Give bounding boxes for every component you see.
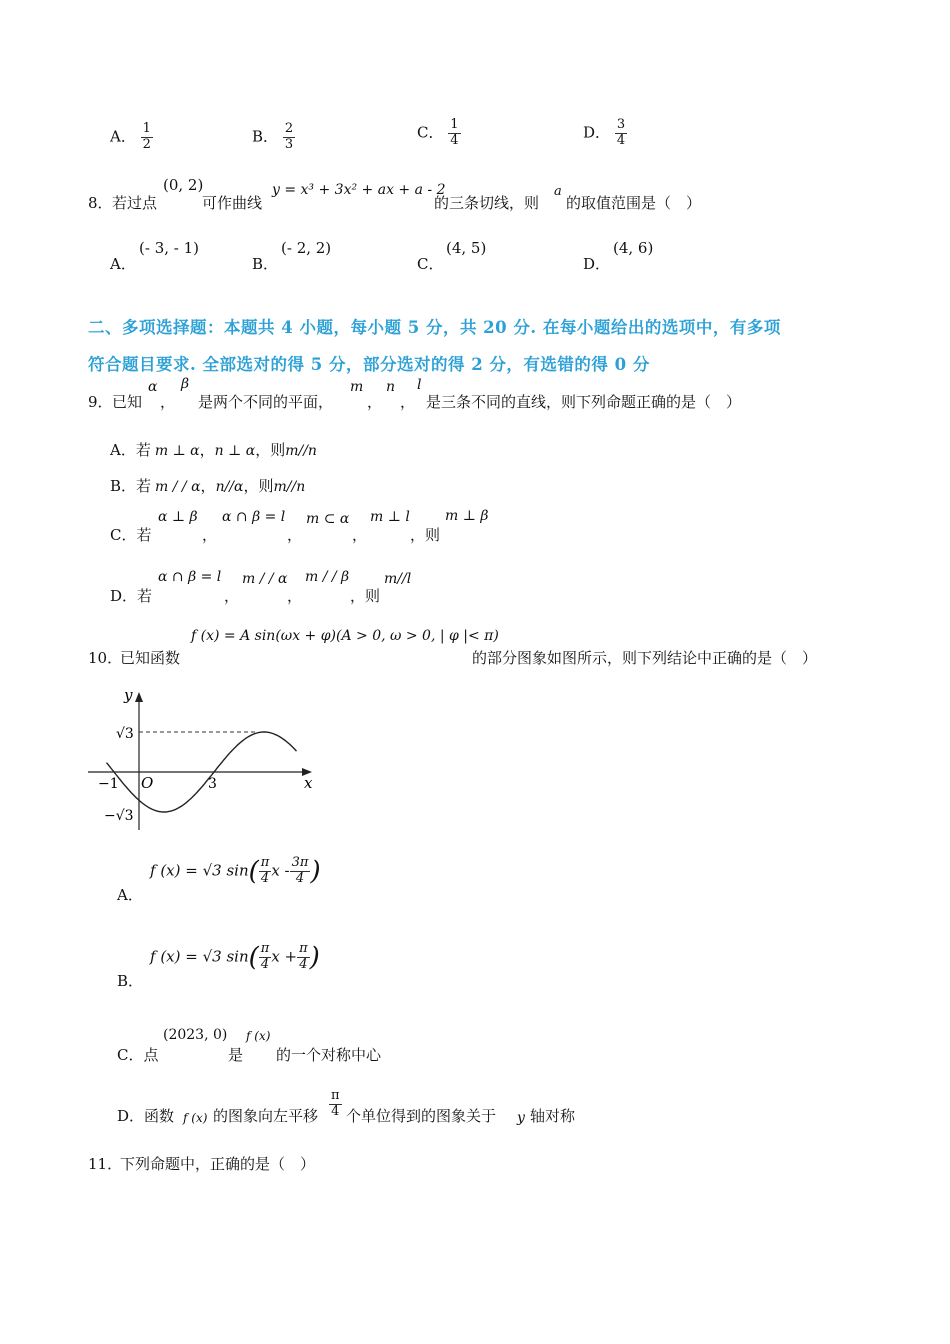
- q10-sine-graph: [86, 684, 322, 834]
- paren: (: [248, 856, 259, 887]
- q9-alpha: α: [148, 379, 158, 395]
- q8-point: (0, 2): [163, 176, 204, 194]
- fraction: [283, 122, 295, 153]
- q8-text-3: 的三条切线，则: [434, 194, 540, 212]
- q10-option-a-label[interactable]: A．: [117, 886, 143, 904]
- option-label: D．: [583, 123, 611, 142]
- q7-option-c[interactable]: [417, 118, 461, 149]
- q10-option-d-label[interactable]: D．函数: [117, 1107, 175, 1125]
- q10-option-c-is: 是: [228, 1046, 244, 1064]
- fraction: [259, 856, 272, 887]
- q9-option-d-cond2: m / / α: [242, 571, 288, 587]
- q9-option-c-cond4: m ⊥ l: [370, 509, 410, 525]
- q10-number: 10．: [88, 649, 123, 667]
- fraction: [290, 856, 311, 887]
- q10-option-d-fraction: [329, 1089, 342, 1120]
- comma: ，: [287, 526, 303, 544]
- q9-option-c-result: m ⊥ β: [445, 508, 489, 524]
- x-axis-label: x: [304, 774, 313, 792]
- q9-option-d-result: m//l: [384, 571, 412, 587]
- q10-option-c-point: (2023, 0): [163, 1027, 228, 1043]
- q9-text-2: 是两个不同的平面，: [198, 393, 334, 411]
- fraction: [259, 942, 272, 973]
- origin-label: O: [141, 774, 154, 792]
- q10-option-d-text-2: 个单位得到的图象关于: [346, 1107, 497, 1125]
- fraction-num: 1: [142, 121, 151, 136]
- q8-option-a-value: (- 3, - 1): [139, 239, 199, 257]
- fraction-num: π: [331, 1088, 340, 1103]
- fraction-den: 4: [616, 132, 626, 148]
- q9-option-d-cond1: α ∩ β = l: [158, 569, 222, 585]
- q10-option-d-fx: f (x): [183, 1111, 208, 1125]
- fraction-den: 3: [284, 136, 294, 152]
- fraction: [615, 118, 627, 149]
- q9-number: 9．: [88, 393, 113, 411]
- q9-text-3: 是三条不同的直线，则下列命题正确的是（ ）: [426, 393, 742, 411]
- fraction-num: 1: [450, 117, 459, 132]
- formula-mid: x +: [271, 947, 298, 966]
- paren: ): [310, 856, 321, 887]
- q8-text-2: 可作曲线: [202, 194, 263, 212]
- q8-number: 8．: [88, 194, 113, 212]
- q9-option-c-cond2: α ∩ β = l: [222, 509, 286, 525]
- fraction-den: 4: [260, 870, 270, 886]
- option-label: B．若: [110, 477, 152, 495]
- q9-option-d-cond3: m / / β: [305, 569, 350, 585]
- q8-var-a: a: [554, 184, 562, 199]
- q9-option-d-then: ，则: [350, 587, 381, 605]
- q9-comma: ，: [400, 393, 416, 411]
- fraction: [329, 1089, 342, 1120]
- q9-option-c-cond3: m ⊂ α: [306, 511, 350, 527]
- condition: n ⊥ α: [214, 443, 256, 459]
- q10-option-b-formula: [150, 942, 320, 973]
- q11-text: 下列命题中，正确的是（ ）: [120, 1155, 316, 1173]
- fraction-den: 4: [295, 870, 305, 886]
- q11-number: 11．: [88, 1155, 123, 1173]
- q10-option-c-fx: f (x): [246, 1029, 271, 1043]
- result: m//n: [285, 443, 317, 459]
- option-label: A．若: [110, 441, 151, 459]
- q9-n: n: [386, 379, 396, 395]
- condition: n//α: [215, 479, 244, 495]
- q8-text-1: 若过点: [112, 194, 158, 212]
- x-tick-pos-label: 3: [208, 776, 217, 792]
- q10-option-b-label[interactable]: B．: [117, 972, 144, 990]
- fraction-den: 4: [331, 1103, 340, 1119]
- formula-lhs: f (x) = √3 sin: [150, 861, 249, 880]
- y-max-label: √3: [116, 726, 134, 742]
- fraction-den: 2: [142, 136, 151, 152]
- q8-option-b-label[interactable]: B．: [252, 255, 279, 273]
- q9-m: m: [350, 379, 364, 395]
- fraction-num: 3: [616, 117, 626, 132]
- q9-option-c-then: ，则: [410, 526, 441, 544]
- q8-text-4: 的取值范围是（ ）: [566, 194, 702, 212]
- q9-text-1: 已知: [112, 393, 143, 411]
- y-axis-label: y: [124, 686, 133, 704]
- q10-function: f (x) = A sin(ωx + φ)(A > 0, ω > 0, | φ |< π): [191, 628, 499, 644]
- q10-option-d-y: y: [517, 1110, 525, 1126]
- q7-option-a[interactable]: [110, 122, 153, 153]
- then-text: ，则: [243, 477, 274, 495]
- fraction-den: 4: [260, 956, 270, 972]
- q10-option-c-label[interactable]: C．点: [117, 1046, 159, 1064]
- fraction-num: π: [260, 941, 270, 956]
- fraction: [297, 942, 310, 973]
- formula-mid: x -: [271, 861, 290, 880]
- comma: ，: [224, 587, 240, 605]
- q8-option-d-label[interactable]: D．: [583, 255, 611, 273]
- q8-option-c-value: (4, 5): [446, 239, 487, 257]
- fraction-num: 2: [284, 121, 294, 136]
- q7-option-d[interactable]: [583, 118, 627, 149]
- paren: (: [248, 942, 259, 973]
- q9-option-b[interactable]: [110, 475, 305, 496]
- q9-option-c-label[interactable]: C．若: [110, 526, 152, 544]
- q8-curve: y = x³ + 3x² + ax + a - 2: [272, 182, 446, 198]
- fraction-num: π: [260, 855, 270, 870]
- fraction: [448, 118, 460, 149]
- comma: ，: [199, 441, 215, 459]
- q7-option-b[interactable]: [252, 122, 295, 153]
- q10-option-d-text-3: 轴对称: [530, 1107, 576, 1125]
- paren: ): [309, 942, 320, 973]
- q9-beta: β: [181, 376, 190, 392]
- q10-text-2: 的部分图象如图所示，则下列结论中正确的是（ ）: [472, 649, 818, 667]
- fraction-num: 3π: [291, 855, 309, 870]
- q10-option-c-rest: 的一个对称中心: [276, 1046, 382, 1064]
- fraction: [141, 122, 153, 153]
- q8-option-d-value: (4, 6): [613, 239, 654, 257]
- q8-option-c-label[interactable]: C．: [417, 255, 444, 273]
- q9-l: l: [417, 377, 422, 393]
- option-label: C．: [417, 123, 444, 142]
- q9-comma: ，: [367, 393, 383, 411]
- comma: ，: [287, 587, 303, 605]
- q10-text-1: 已知函数: [120, 649, 181, 667]
- q10-option-d-text-1: 的图象向左平移: [213, 1107, 319, 1125]
- y-axis-arrow-icon: [135, 692, 143, 702]
- y-min-label: −√3: [104, 808, 134, 824]
- q10-option-a-formula: [150, 856, 321, 887]
- comma: ，: [352, 526, 368, 544]
- comma: ，: [202, 526, 218, 544]
- formula-lhs: f (x) = √3 sin: [150, 947, 249, 966]
- q9-option-a[interactable]: [110, 439, 317, 460]
- condition: m / / α: [155, 479, 201, 495]
- q9-option-c-cond1: α ⊥ β: [158, 509, 198, 525]
- then-text: ，则: [255, 441, 286, 459]
- q9-comma: ，: [160, 393, 176, 411]
- result: m//n: [273, 479, 306, 495]
- fraction-den: 4: [450, 132, 459, 148]
- option-label: B．: [252, 127, 279, 146]
- x-tick-neg-label: −1: [98, 776, 119, 792]
- q9-option-d-label[interactable]: D．若: [110, 587, 153, 605]
- q8-option-a-label[interactable]: A．: [110, 255, 136, 273]
- q8-option-b-value: (- 2, 2): [281, 239, 332, 257]
- option-label: A．: [110, 127, 136, 146]
- fraction-den: 4: [299, 956, 308, 972]
- condition: m ⊥ α: [154, 443, 200, 459]
- section-2-heading-line2: 符合题目要求. 全部选对的得 5 分，部分选对的得 2 分，有选错的得 0 分: [88, 355, 650, 374]
- fraction-num: π: [299, 941, 308, 956]
- section-2-heading-line1: 二、多项选择题：本题共 4 小题，每小题 5 分，共 20 分. 在每小题给出的选项中，有多项: [88, 318, 781, 337]
- comma: ，: [200, 477, 216, 495]
